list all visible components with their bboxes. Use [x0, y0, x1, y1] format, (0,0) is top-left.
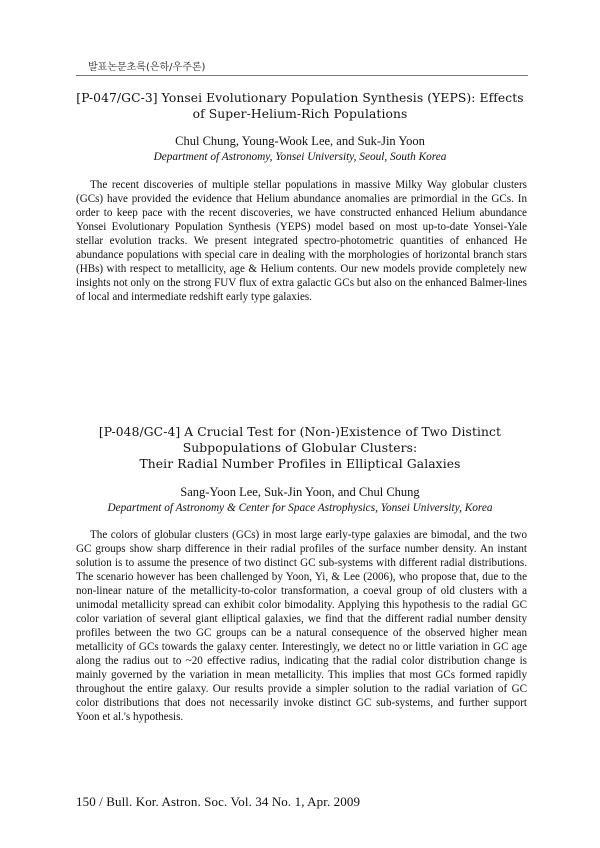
page-footer-citation: 150 / Bull. Kor. Astron. Soc. Vol. 34 No. 1, Apr. 2009	[76, 794, 361, 809]
paper-1-title	[70, 90, 530, 122]
paper-2-title-line-3: Their Radial Number Profiles in Elliptical Galaxies	[139, 457, 461, 471]
paper-2-title	[70, 424, 530, 472]
section-tag: 발표논문초록(은하/우주론)	[88, 62, 206, 73]
paper-2-abstract: The colors of globular clusters (GCs) in most large early-type galaxies are bimodal, and the two GC groups show sharp difference in their radial profiles of the surface number density. An instant solution is to assume the presence of two distinct GC sub-systems with different radial distributions. The scenario however has been challenged by Yoon, Yi, & Lee (2006), who propose that, due to the non-linear nature of the metallicity-to-color transformation, a coeval group of old clusters with a unimodal metallicity spread can exhibit color bimodality. Applying this hypothesis to the radial GC color variation of several giant elliptical galaxies, we find that the different radial number density profiles between the two GC groups can be a natural consequence of the observed higher mean metallicity of GCs towards the galaxy center. Interestingly, we detect no or little variation in GC age along the radius out to ~20 effective radius, indicating that the radial color distribution change is mainly governed by the variation in mean metallicity. This implies that most GCs formed rapidly throughout the entire galaxy. Our results provide a simpler solution to the radial variation of GC color distributions that does not necessarily invoke distinct GC sub-systems, and further support Yoon et al.'s hypothesis.	[76, 529, 527, 723]
paper-1-title-line-1: [P-047/GC-3] Yonsei Evolutionary Population Synthesis (YEPS): Effects	[76, 91, 524, 105]
paper-1-authors: Chul Chung, Young-Wook Lee, and Suk-Jin Yoon	[175, 134, 425, 148]
paper-1-abstract: The recent discoveries of multiple stellar populations in massive Milky Way globular clusters (GCs) have provided the evidence that Helium abundance anomalies are primordial in the GCs. In order to keep pace with the recent discoveries, we have constructed enhanced Helium abundance Yonsei Evolutionary Population Synthesis (YEPS) model based on most up-to-date Yonsei-Yale stellar evolution tracks. We present integrated spectro-photometric quantities of enhanced He abundance populations with special care in dealing with the morphologies of horizontal branch stars (HBs) with respect to metallicity, age & Helium contents. Our new models provide completely new insights not only on the strong FUV flux of extra galactic GCs but also on the enhanced Balmer-lines of local and intermediate redshift early type galaxies.	[76, 179, 527, 303]
paper-1-affiliation: Department of Astronomy, Yonsei University, Seoul, South Korea	[153, 151, 447, 163]
paper-1-title-line-2: of Super-Helium-Rich Populations	[192, 107, 408, 121]
paper-2-title-line-1: [P-048/GC-4] A Crucial Test for (Non-)Existence of Two Distinct	[98, 425, 502, 439]
header-divider	[76, 75, 528, 76]
paper-2-title-line-2: Subpopulations of Globular Clusters:	[182, 441, 418, 455]
paper-2-authors: Sang-Yoon Lee, Suk-Jin Yoon, and Chul Chung	[180, 485, 420, 499]
paper-2-affiliation: Department of Astronomy & Center for Space Astrophysics, Yonsei University, Korea	[107, 502, 493, 514]
